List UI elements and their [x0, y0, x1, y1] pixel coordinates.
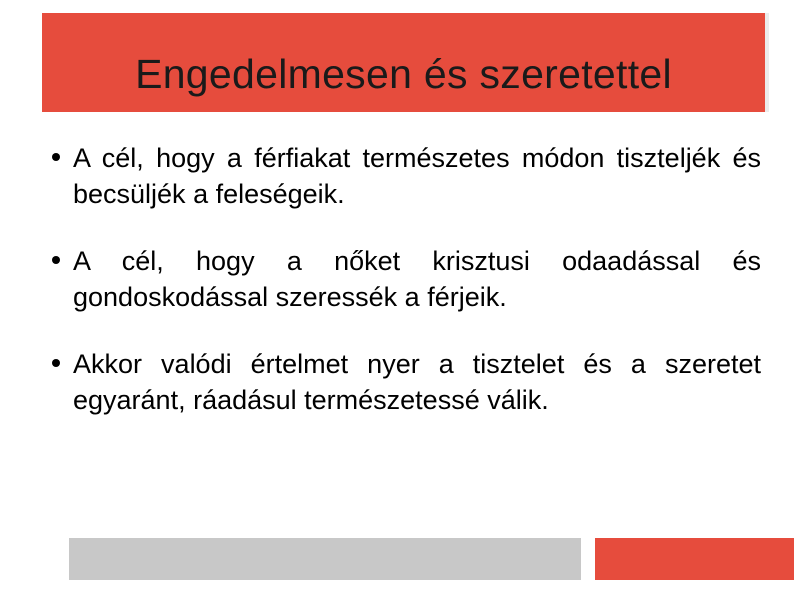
- bullet-dot-icon: [52, 256, 60, 264]
- title-banner-shadow: [765, 13, 769, 112]
- bullet-item: [42, 346, 762, 418]
- footer-gray-bar: [69, 538, 581, 580]
- footer-accent-bar: [595, 538, 794, 580]
- bullet-text: Akkor valódi értelmet nyer a tisztelet és a szeretet egyaránt, ráadásul természetessé válik.: [73, 349, 761, 415]
- bullet-text: A cél, hogy a férfiakat természetes módon tiszteljék és becsüljék a feleségeik.: [73, 143, 761, 209]
- bullet-item: [42, 243, 762, 315]
- bullet-dot-icon: [52, 153, 60, 161]
- bullet-text: A cél, hogy a nőket krisztusi odaadással és gondoskodással szeressék a férjeik.: [73, 246, 761, 312]
- bullet-dot-icon: [52, 359, 60, 367]
- slide-title: Engedelmesen és szeretettel: [135, 51, 672, 97]
- bullet-item: [42, 140, 762, 212]
- bullet-list: [42, 140, 762, 449]
